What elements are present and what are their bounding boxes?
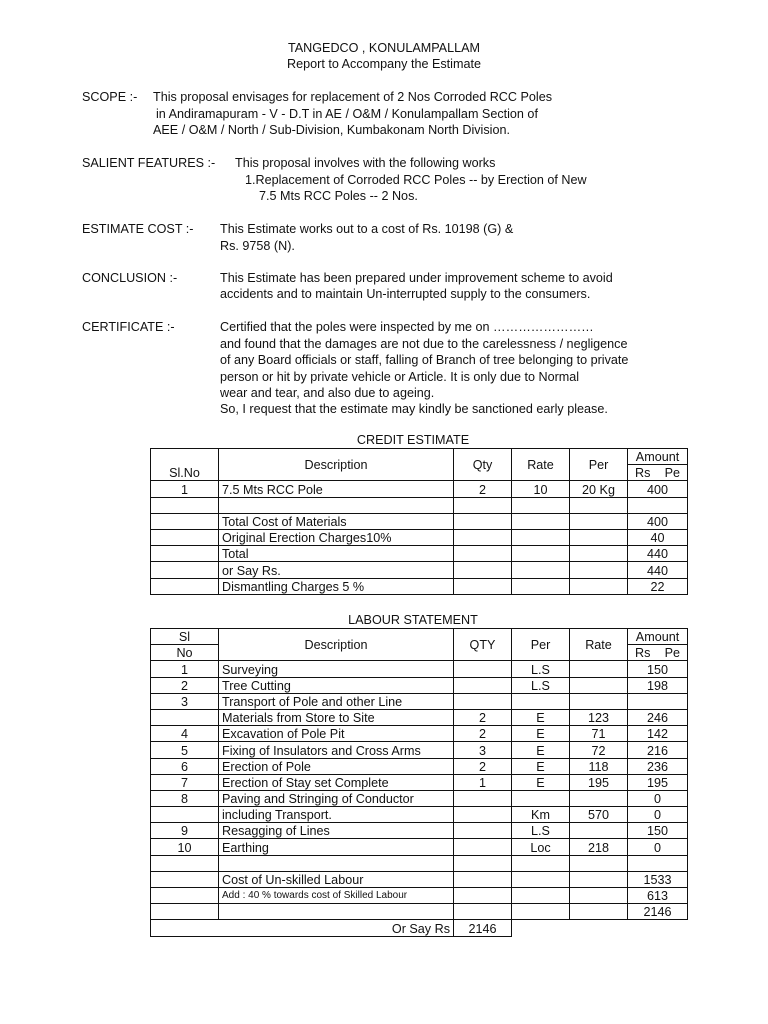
cell-qty	[454, 855, 512, 871]
labour-statement-table	[150, 628, 688, 937]
cell-per	[570, 513, 628, 529]
cell-rate: 570	[570, 807, 628, 823]
header-amount: Amount	[628, 629, 688, 645]
cell-description: Dismantling Charges 5 %	[219, 578, 454, 594]
cell-rate	[570, 677, 628, 693]
table-row	[151, 661, 688, 677]
cell-rate: 118	[570, 758, 628, 774]
cell-qty	[454, 839, 512, 855]
cell-amount: 440	[628, 546, 688, 562]
table-row	[151, 742, 688, 758]
table-row	[151, 888, 688, 904]
cell-per	[512, 693, 570, 709]
estimate-cost-line: This Estimate works out to a cost of Rs. 10198 (G) &	[220, 222, 514, 236]
or-say-label: Or Say Rs	[151, 920, 454, 936]
document-subtitle: Report to Accompany the Estimate	[287, 57, 481, 71]
estimate-cost-line: Rs. 9758 (N).	[220, 239, 295, 253]
or-say-value: 2146	[454, 920, 512, 936]
cell-qty	[454, 497, 512, 513]
cell-description	[219, 497, 454, 513]
table-row	[151, 481, 688, 497]
certificate-line: Certified that the poles were inspected by me on ……………………	[220, 320, 594, 334]
header-sl: Sl	[151, 629, 219, 645]
cell-description: 7.5 Mts RCC Pole	[219, 481, 454, 497]
salient-line: This proposal involves with the following works	[235, 156, 496, 170]
cell-per: E	[512, 709, 570, 725]
cell-rate	[512, 529, 570, 545]
header-description: Description	[219, 629, 454, 661]
cell-qty: 2	[454, 758, 512, 774]
cell-description: Materials from Store to Site	[219, 709, 454, 725]
cell-sl	[151, 709, 219, 725]
cell-amount	[628, 693, 688, 709]
cell-qty: 2	[454, 709, 512, 725]
header-no: No	[151, 645, 219, 661]
cell-qty	[454, 513, 512, 529]
table-row	[151, 677, 688, 693]
cell-qty	[454, 578, 512, 594]
cell-rate: 218	[570, 839, 628, 855]
cell-sl: 9	[151, 823, 219, 839]
table-row	[151, 807, 688, 823]
cell-qty	[454, 871, 512, 887]
certificate-line: person or hit by private vehicle or Article. It is only due to Normal	[220, 370, 580, 384]
header-qty: QTY	[454, 629, 512, 661]
cell-slno	[151, 546, 219, 562]
cell-description: Transport of Pole and other Line	[219, 693, 454, 709]
cell-sl	[151, 855, 219, 871]
cell-rate	[512, 578, 570, 594]
cell-rate	[570, 871, 628, 887]
cell-description: Tree Cutting	[219, 677, 454, 693]
table-row	[151, 823, 688, 839]
cell-rate	[512, 546, 570, 562]
salient-line: 7.5 Mts RCC Poles -- 2 Nos.	[259, 189, 418, 203]
cell-slno	[151, 497, 219, 513]
certificate-line: So, I request that the estimate may kindly be sanctioned early please.	[220, 402, 608, 416]
table-row	[151, 709, 688, 725]
cell-amount: 2146	[628, 904, 688, 920]
header-rate: Rate	[570, 629, 628, 661]
cell-description: Erection of Pole	[219, 758, 454, 774]
table-row	[151, 529, 688, 545]
scope-line: AEE / O&M / North / Sub-Division, Kumbakonam North Division.	[153, 123, 510, 137]
certificate-line: wear and tear, and also due to ageing.	[220, 386, 435, 400]
cell-qty	[454, 661, 512, 677]
document-title: TANGEDCO , KONULAMPALLAM	[288, 41, 480, 55]
or-say-row	[151, 920, 688, 936]
conclusion-label: CONCLUSION :-	[82, 271, 178, 285]
cell-description: Paving and Stringing of Conductor	[219, 790, 454, 806]
cell-per: L.S	[512, 823, 570, 839]
cell-sl: 10	[151, 839, 219, 855]
cell-description: Surveying	[219, 661, 454, 677]
cell-amount: 236	[628, 758, 688, 774]
cell-qty	[454, 562, 512, 578]
cell-rate	[570, 661, 628, 677]
cell-qty	[454, 823, 512, 839]
cell-description: Erection of Stay set Complete	[219, 774, 454, 790]
header-amount: Amount	[628, 449, 688, 465]
cell-per	[570, 497, 628, 513]
cell-qty	[454, 904, 512, 920]
cell-rate	[512, 562, 570, 578]
credit-estimate-table	[150, 448, 688, 595]
labour-statement-title: LABOUR STATEMENT	[348, 613, 478, 627]
cell-qty	[454, 546, 512, 562]
cell-amount: 1533	[628, 871, 688, 887]
cell-rate: 10	[512, 481, 570, 497]
cell-rate: 72	[570, 742, 628, 758]
header-pe: Pe	[664, 466, 680, 481]
table-row	[151, 790, 688, 806]
cell-qty	[454, 807, 512, 823]
cell-sl: 6	[151, 758, 219, 774]
cell-per	[512, 790, 570, 806]
cell-per: 20 Kg	[570, 481, 628, 497]
cell-slno	[151, 513, 219, 529]
cell-description: or Say Rs.	[219, 562, 454, 578]
table-row	[151, 562, 688, 578]
cell-description	[219, 855, 454, 871]
scope-line: This proposal envisages for replacement of 2 Nos Corroded RCC Poles	[153, 90, 552, 104]
cell-amount: 613	[628, 888, 688, 904]
cell-rate: 123	[570, 709, 628, 725]
cell-per: Loc	[512, 839, 570, 855]
cell-sl: 4	[151, 726, 219, 742]
cell-qty	[454, 677, 512, 693]
table-row	[151, 497, 688, 513]
cell-rate	[570, 790, 628, 806]
header-slno: Sl.No	[151, 449, 219, 481]
cell-per	[512, 855, 570, 871]
cell-per: Km	[512, 807, 570, 823]
certificate-line: of any Board officials or staff, falling of Branch of tree belonging to private	[220, 353, 629, 367]
cell-description: Cost of Un-skilled Labour	[219, 871, 454, 887]
cell-sl	[151, 807, 219, 823]
cell-qty: 3	[454, 742, 512, 758]
cell-per	[570, 578, 628, 594]
cell-qty	[454, 888, 512, 904]
cell-slno	[151, 562, 219, 578]
table-row	[151, 578, 688, 594]
cell-rate	[512, 497, 570, 513]
certificate-line: and found that the damages are not due to the carelessness / negligence	[220, 337, 628, 351]
cell-rate	[570, 888, 628, 904]
cell-qty	[454, 529, 512, 545]
cell-amount: 195	[628, 774, 688, 790]
cell-sl	[151, 871, 219, 887]
cell-rate	[570, 855, 628, 871]
header-rs: Rs	[635, 646, 651, 661]
cell-per	[512, 904, 570, 920]
cell-description: Fixing of Insulators and Cross Arms	[219, 742, 454, 758]
cell-amount: 400	[628, 513, 688, 529]
cell-amount: 0	[628, 807, 688, 823]
cell-sl: 2	[151, 677, 219, 693]
cell-amount: 142	[628, 726, 688, 742]
header-pe: Pe	[664, 646, 680, 661]
cell-per	[512, 888, 570, 904]
cell-per: E	[512, 726, 570, 742]
header-qty: Qty	[454, 449, 512, 481]
cell-amount: 246	[628, 709, 688, 725]
cell-amount: 40	[628, 529, 688, 545]
estimate-cost-label: ESTIMATE COST :-	[82, 222, 194, 236]
cell-amount: 0	[628, 790, 688, 806]
table-row	[151, 513, 688, 529]
cell-per: L.S	[512, 661, 570, 677]
cell-per: L.S	[512, 677, 570, 693]
cell-sl: 1	[151, 661, 219, 677]
table-row	[151, 855, 688, 871]
header-per: Per	[570, 449, 628, 481]
table-row	[151, 839, 688, 855]
header-description: Description	[219, 449, 454, 481]
cell-amount	[628, 855, 688, 871]
cell-rate	[570, 904, 628, 920]
conclusion-line: accidents and to maintain Un-interrupted supply to the consumers.	[220, 287, 591, 301]
header-amount-units	[628, 465, 688, 481]
cell-per	[570, 529, 628, 545]
cell-amount: 216	[628, 742, 688, 758]
cell-slno: 1	[151, 481, 219, 497]
cell-per	[570, 562, 628, 578]
cell-sl: 5	[151, 742, 219, 758]
table-row	[151, 726, 688, 742]
cell-per: E	[512, 742, 570, 758]
cell-slno	[151, 529, 219, 545]
cell-description: Excavation of Pole Pit	[219, 726, 454, 742]
cell-description: Total	[219, 546, 454, 562]
header-per: Per	[512, 629, 570, 661]
cell-description: Resagging of Lines	[219, 823, 454, 839]
cell-rate: 195	[570, 774, 628, 790]
header-amount-units	[628, 645, 688, 661]
cell-qty: 2	[454, 481, 512, 497]
cell-description: Original Erection Charges10%	[219, 529, 454, 545]
table-row	[151, 693, 688, 709]
cell-amount	[628, 497, 688, 513]
cell-amount: 400	[628, 481, 688, 497]
credit-estimate-title: CREDIT ESTIMATE	[356, 433, 470, 447]
cell-sl: 8	[151, 790, 219, 806]
cell-qty	[454, 790, 512, 806]
cell-per: E	[512, 758, 570, 774]
cell-description: Earthing	[219, 839, 454, 855]
table-row	[151, 774, 688, 790]
cell-description	[219, 904, 454, 920]
certificate-label: CERTIFICATE :-	[82, 320, 175, 334]
table-row	[151, 546, 688, 562]
cell-per	[570, 546, 628, 562]
cell-amount: 22	[628, 578, 688, 594]
cell-slno	[151, 578, 219, 594]
cell-description: including Transport.	[219, 807, 454, 823]
header-rs: Rs	[635, 466, 651, 481]
header-rate: Rate	[512, 449, 570, 481]
cell-description: Add : 40 % towards cost of Skilled Labour	[219, 888, 454, 904]
table-row	[151, 758, 688, 774]
cell-qty: 2	[454, 726, 512, 742]
cell-per: E	[512, 774, 570, 790]
cell-sl: 7	[151, 774, 219, 790]
salient-label: SALIENT FEATURES :-	[82, 156, 216, 170]
scope-line: in Andiramapuram - V - D.T in AE / O&M / Konulampallam Section of	[156, 107, 538, 121]
table-row	[151, 904, 688, 920]
conclusion-line: This Estimate has been prepared under improvement scheme to avoid	[220, 271, 613, 285]
cell-amount: 440	[628, 562, 688, 578]
cell-rate	[570, 693, 628, 709]
cell-description: Total Cost of Materials	[219, 513, 454, 529]
table-row	[151, 871, 688, 887]
cell-qty: 1	[454, 774, 512, 790]
cell-amount: 150	[628, 823, 688, 839]
salient-line: 1.Replacement of Corroded RCC Poles -- by Erection of New	[245, 173, 587, 187]
scope-label: SCOPE :-	[82, 90, 138, 104]
cell-rate: 71	[570, 726, 628, 742]
cell-sl	[151, 888, 219, 904]
cell-rate	[570, 823, 628, 839]
cell-per	[512, 871, 570, 887]
cell-qty	[454, 693, 512, 709]
cell-sl: 3	[151, 693, 219, 709]
cell-amount: 198	[628, 677, 688, 693]
cell-amount: 150	[628, 661, 688, 677]
cell-rate	[512, 513, 570, 529]
cell-sl	[151, 904, 219, 920]
cell-amount: 0	[628, 839, 688, 855]
